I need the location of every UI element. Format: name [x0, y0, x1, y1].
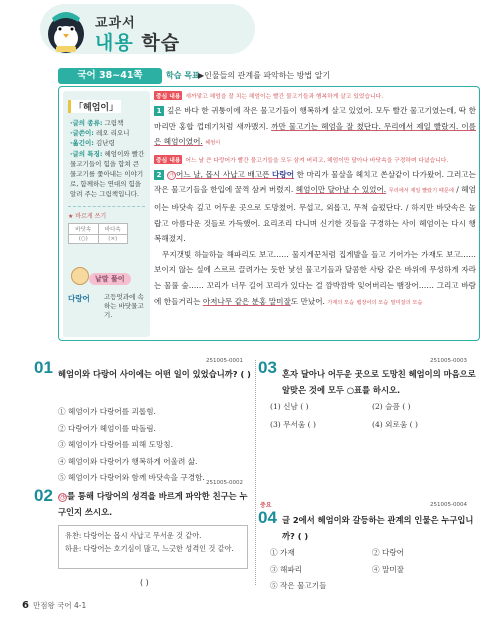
question-number: 04	[258, 508, 277, 527]
column-divider	[255, 360, 256, 585]
info-key: ·글쓴이:	[70, 129, 94, 138]
header-line1: 교과서	[95, 16, 136, 31]
answer-options	[270, 398, 480, 434]
spelling-card	[68, 206, 145, 244]
question-prompt: 헤엄이와 다랑어 사이에는 어떤 일이 있었습니까?	[58, 369, 238, 379]
answer-blank[interactable]: ( )	[297, 531, 309, 541]
word-tip-label: 낱말 풀이	[89, 273, 131, 285]
main-idea-tag: 중심 내용	[154, 91, 182, 100]
question-id: 251005-0004	[430, 502, 467, 508]
answer-option[interactable]: ① 가재	[270, 548, 295, 557]
paragraph-text: 한 마리가 물살을 헤치고 쏜살같이 다가왔어. 그러고는 작은 물고기들을 한입에 꿀꺽 삼켜 버렸지.	[154, 169, 476, 195]
main-idea-1	[154, 91, 476, 100]
answer-option[interactable]: ⑤ 작은 물고기들	[270, 581, 327, 590]
paragraph-2	[154, 167, 476, 247]
question-2	[34, 480, 254, 520]
spelling-card-title: ★ 바르게 쓰기	[68, 212, 107, 220]
reading-passage-box	[58, 86, 480, 341]
paragraph-number: 2	[154, 170, 164, 180]
story-title: 「헤엄이」	[68, 100, 121, 113]
margin-note: 가재의 모습	[327, 299, 355, 306]
word-tip-term: 다랑어	[68, 294, 90, 303]
margin-note: 말미잘의 모습	[390, 299, 423, 306]
answer-option[interactable]: (1) 신남 ( )	[270, 402, 309, 411]
page-header	[0, 0, 500, 62]
info-item	[68, 118, 145, 128]
question-id: 251005-0003	[430, 358, 467, 364]
circle-marker: ㉮	[168, 171, 175, 179]
question-number: 01	[34, 358, 53, 377]
question-id: 251005-0002	[206, 480, 243, 486]
important-badge: 중요	[260, 502, 272, 509]
spelling-wrong-mark: (×)	[98, 234, 128, 243]
word-tip-mascot-icon	[71, 267, 89, 285]
info-value: 김난령	[93, 139, 115, 148]
page-number: 6	[22, 600, 29, 611]
goal-bar	[58, 68, 478, 84]
page-footer	[22, 600, 86, 611]
info-key: ·글의 특징:	[70, 149, 103, 158]
dialogue-box	[58, 525, 248, 569]
info-key: ·글의 종류:	[70, 119, 103, 127]
question-number: 03	[258, 358, 277, 377]
paragraph-3	[154, 247, 476, 311]
margin-note: 무리에서 제일 빨랐기 때문에	[388, 188, 454, 195]
underlined-text: 아저나무 같은 분홍 말미잘	[202, 296, 291, 306]
answer-option[interactable]: (2) 슬픔 ( )	[372, 402, 411, 411]
answer-option[interactable]: (4) 외로움 ( )	[372, 420, 418, 429]
underlined-text: 어느 날, 몹시 사납고 배고픈	[176, 169, 273, 179]
margin-note: 뱀장어의 모습	[356, 299, 389, 306]
underlined-text: 까만 물고기는 헤엄을 잘 쳤단다. 무리에서 제일 빨랐지. 이름은 헤엄이였어.	[154, 121, 476, 147]
spelling-table	[68, 223, 128, 244]
info-value: 그림책	[102, 119, 124, 127]
main-idea-text: 새까맣고 헤엄을 잘 치는 헤엄이는 빨간 물고기들과 행복하게 살고 있었습니다.	[185, 94, 384, 100]
goal-label: 학습 목표	[166, 71, 200, 80]
spelling-correct: 바닷속	[69, 223, 99, 234]
penguin-mascot-icon	[40, 4, 92, 56]
question-number: 02	[34, 486, 53, 505]
question-id: 251005-0001	[206, 358, 243, 364]
answer-blank[interactable]: ( )	[240, 369, 251, 379]
question-1	[34, 358, 254, 498]
info-value: 헤엄이와 빨간 물고기들이 힘을 합쳐 큰 물고기를 쫓아내는 이야기로, 함께하는 연대의 힘을 알려 주는 그림책입니다.	[70, 149, 145, 199]
word-tip-definition: 고등엇과에 속하는 바닷물고기.	[104, 293, 144, 319]
question-text	[282, 512, 480, 544]
answer-option[interactable]: ③ 해파리	[270, 564, 303, 574]
underlined-text: 헤엄이만 달아날 수 있었어.	[295, 185, 387, 195]
main-idea-2	[154, 155, 476, 164]
dialogue-line: 하윤: 다랑어는 호기심이 많고, 느긋한 성격인 것 같아.	[65, 543, 234, 553]
book-title: 만점왕 국어 4-1	[32, 601, 87, 610]
paragraph-1	[154, 103, 476, 152]
paragraph-text: 깊은 바다 한 귀퉁이에 작은 물고기들이 행복하게 살고 있었어. 모두 빨간 물고기였는데, 딱 한 마리만 홍합 껍데기처럼 새까맸지.	[154, 106, 476, 131]
answer-option[interactable]: ② 다랑어가 헤엄이를 따돌림.	[58, 423, 156, 433]
paragraph-text: 무지갯빛 하늘하늘 해파리도 보고…… 물지게꾼처럼 집게발을 들고 기어가는 가재도 보고…… 보이지 않는 실에 스르르 끌려가는 듯한 낯선 물고기들과 달콤한 사탕 같은 바위에 무성하게 자라는 물풀 숲…… 꼬리가 너무 길어 꼬리가 있다는 걸 깜박깜박 잊어버리는 뱀장어…… 그리고 바람에 한들거리는	[154, 249, 476, 306]
question-text	[58, 488, 254, 520]
dialogue-line: 유찬: 다랑어는 몹시 사납고 무서운 것 같아.	[65, 531, 202, 540]
answer-options	[270, 545, 480, 595]
answer-options	[58, 404, 254, 487]
main-idea-tag: 중심 내용	[154, 155, 182, 164]
goal-text: ▶인물들의 관계를 파악하는 방법 알기	[198, 71, 331, 80]
spelling-wrong: 바다속	[98, 223, 128, 234]
info-item	[68, 128, 145, 138]
page-range-pill: 국어 38~41쪽	[58, 68, 162, 84]
answer-option[interactable]: ④ 헤엄이와 다랑어가 행복하게 어울려 삶.	[58, 456, 198, 466]
answer-option[interactable]: ⑤ 헤엄이가 다랑어와 함께 바닷속을 구경함.	[58, 473, 205, 482]
info-item	[68, 138, 145, 148]
header-title	[95, 28, 180, 55]
paragraph-text: 도 만났어.	[290, 296, 325, 306]
question-text: 혼자 달아나 어두운 곳으로 도망친 헤엄이의 마음으로 알맞은 것에 모두 ○표를 하시오.	[282, 369, 476, 395]
paragraph-number: 1	[154, 106, 164, 116]
question-prompt: 글 2에서 헤엄이와 갈등하는 관계의 인물은 누구입니까?	[282, 515, 474, 541]
answer-option[interactable]: ① 헤엄이가 다랑어를 괴롭힘.	[58, 407, 156, 416]
question-prompt: 를 통해 다랑어의 성격을 바르게 파악한 친구는 누구인지 쓰시오.	[58, 491, 248, 517]
answer-option[interactable]: ③ 헤엄이가 다랑어를 피해 도망침.	[58, 440, 174, 449]
question-text	[58, 366, 254, 382]
header-title-accent: 내용	[95, 32, 134, 54]
answer-blank[interactable]: ( )	[140, 578, 149, 587]
highlighted-word: 다랑어	[272, 169, 295, 179]
info-key: ·옮긴이:	[70, 139, 94, 148]
answer-option[interactable]: ④ 말미잘	[372, 564, 405, 574]
header-title-rest: 학습	[133, 32, 181, 54]
circle-marker: ㉮	[59, 494, 66, 501]
passage-text	[154, 91, 476, 337]
info-item	[68, 149, 145, 200]
story-info-list	[68, 118, 145, 200]
story-info-sidebar	[63, 91, 150, 337]
answer-option[interactable]: ② 다랑어	[372, 548, 405, 557]
margin-note: 헤엄이	[205, 140, 221, 147]
main-idea-text: 어느 날 큰 다랑어가 빨간 물고기들을 모두 삼켜 버리고, 헤엄이만 달아나 바닷속을 구경하며 다녔습니다.	[185, 157, 449, 164]
info-value: 레오 리오니	[93, 129, 130, 138]
spelling-correct-mark: (○)	[69, 234, 99, 243]
answer-option[interactable]: (3) 무서움 ( )	[270, 420, 316, 429]
paragraph-text: / 헤엄이는 바닷속 깊고 어두운 곳으로 도망쳤어. 무섭고, 외롭고, 무척 슬펐단다. / 하지만 바닷속은 놀랍고 아름다운 것들로 가득했어. 요리조리 다니며 신기한 것들을 구경하는 사이 헤엄이는 다시 행복해졌지.	[154, 185, 476, 244]
